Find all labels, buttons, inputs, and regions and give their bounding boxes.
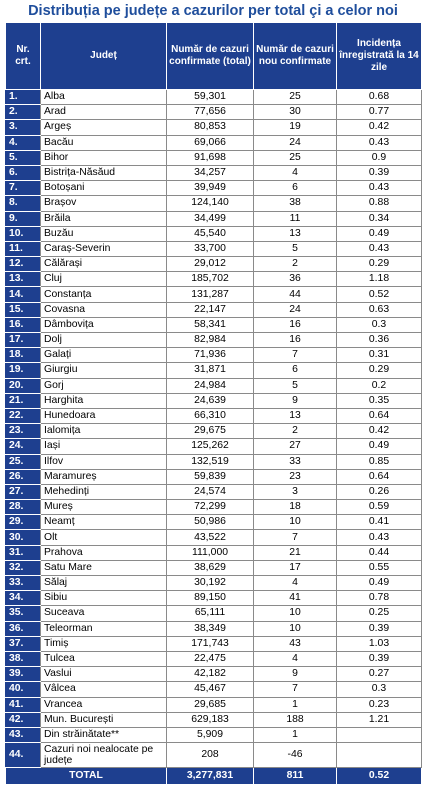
total-cases: 65,111 bbox=[167, 606, 254, 621]
table-row bbox=[6, 272, 422, 287]
header-judet: Județ bbox=[41, 23, 167, 90]
row-number: 12. bbox=[6, 257, 41, 272]
incidence-14-days bbox=[337, 727, 422, 742]
county-name: Brașov bbox=[41, 196, 167, 211]
new-cases: 16 bbox=[254, 333, 337, 348]
county-name: Alba bbox=[41, 90, 167, 105]
total-cases: 91,698 bbox=[167, 150, 254, 165]
table-row bbox=[6, 135, 422, 150]
total-cases: 59,839 bbox=[167, 469, 254, 484]
incidence-14-days: 0.42 bbox=[337, 120, 422, 135]
total-cases: 31,871 bbox=[167, 363, 254, 378]
total-cases: 111,000 bbox=[167, 545, 254, 560]
page-title: Distribuția pe județe a cazurilor per total çi a celor noi bbox=[28, 3, 398, 19]
incidence-14-days: 0.29 bbox=[337, 257, 422, 272]
row-number: 30. bbox=[6, 530, 41, 545]
incidence-14-days: 0.35 bbox=[337, 393, 422, 408]
row-number: 31. bbox=[6, 545, 41, 560]
new-cases: 6 bbox=[254, 181, 337, 196]
new-cases: -46 bbox=[254, 743, 337, 768]
total-cases: 629,183 bbox=[167, 712, 254, 727]
total-cases: 33,700 bbox=[167, 241, 254, 256]
incidence-14-days bbox=[337, 743, 422, 768]
total-cases: 131,287 bbox=[167, 287, 254, 302]
incidence-14-days: 0.26 bbox=[337, 484, 422, 499]
new-cases: 4 bbox=[254, 165, 337, 180]
new-cases: 7 bbox=[254, 682, 337, 697]
total-cases: 24,574 bbox=[167, 484, 254, 499]
total-cases: 125,262 bbox=[167, 439, 254, 454]
county-name: Covasna bbox=[41, 302, 167, 317]
row-number: 29. bbox=[6, 515, 41, 530]
county-name: Ilfov bbox=[41, 454, 167, 469]
incidence-14-days: 0.64 bbox=[337, 469, 422, 484]
county-name: Olt bbox=[41, 530, 167, 545]
incidence-14-days: 0.44 bbox=[337, 545, 422, 560]
row-number: 2. bbox=[6, 105, 41, 120]
row-number: 27. bbox=[6, 484, 41, 499]
new-cases: 13 bbox=[254, 226, 337, 241]
total-cases: 72,299 bbox=[167, 500, 254, 515]
row-number: 35. bbox=[6, 606, 41, 621]
table-row bbox=[6, 500, 422, 515]
table-row bbox=[6, 120, 422, 135]
table-row bbox=[6, 363, 422, 378]
new-cases: 30 bbox=[254, 105, 337, 120]
table-row bbox=[6, 105, 422, 120]
total-cases: 80,853 bbox=[167, 120, 254, 135]
total-cases: 124,140 bbox=[167, 196, 254, 211]
incidence-14-days: 0.34 bbox=[337, 211, 422, 226]
row-number: 24. bbox=[6, 439, 41, 454]
header-nr: Nr. crt. bbox=[6, 23, 41, 90]
incidence-14-days: 0.36 bbox=[337, 333, 422, 348]
new-cases: 9 bbox=[254, 667, 337, 682]
county-name: Satu Mare bbox=[41, 560, 167, 575]
incidence-14-days: 0.88 bbox=[337, 196, 422, 211]
county-name: Suceava bbox=[41, 606, 167, 621]
new-cases: 27 bbox=[254, 439, 337, 454]
row-number: 28. bbox=[6, 500, 41, 515]
total-cases: 29,012 bbox=[167, 257, 254, 272]
total-cases: 71,936 bbox=[167, 348, 254, 363]
row-number: 15. bbox=[6, 302, 41, 317]
new-cases: 33 bbox=[254, 454, 337, 469]
total-cases: 69,066 bbox=[167, 135, 254, 150]
new-cases: 10 bbox=[254, 515, 337, 530]
table-row bbox=[6, 165, 422, 180]
row-number: 1. bbox=[6, 90, 41, 105]
row-number: 39. bbox=[6, 667, 41, 682]
county-name: Botoșani bbox=[41, 181, 167, 196]
table-row bbox=[6, 90, 422, 105]
total-cases: 50,986 bbox=[167, 515, 254, 530]
total-cases: 34,257 bbox=[167, 165, 254, 180]
incidence-14-days: 0.55 bbox=[337, 560, 422, 575]
row-number: 20. bbox=[6, 378, 41, 393]
header-noi: Număr de cazuri nou confirmate bbox=[254, 23, 337, 90]
row-number: 16. bbox=[6, 317, 41, 332]
table-row bbox=[6, 530, 422, 545]
row-number: 32. bbox=[6, 560, 41, 575]
county-name: Cluj bbox=[41, 272, 167, 287]
row-number: 7. bbox=[6, 181, 41, 196]
row-number: 40. bbox=[6, 682, 41, 697]
incidence-14-days: 0.42 bbox=[337, 424, 422, 439]
table-row bbox=[6, 454, 422, 469]
total-cases: 43,522 bbox=[167, 530, 254, 545]
county-name: Iași bbox=[41, 439, 167, 454]
row-number: 37. bbox=[6, 636, 41, 651]
incidence-14-days: 0.39 bbox=[337, 165, 422, 180]
row-number: 13. bbox=[6, 272, 41, 287]
table-row bbox=[6, 560, 422, 575]
new-cases: 7 bbox=[254, 348, 337, 363]
new-cases: 18 bbox=[254, 500, 337, 515]
total-cases: 34,499 bbox=[167, 211, 254, 226]
incidence-14-days: 0.23 bbox=[337, 697, 422, 712]
incidence-14-days: 0.64 bbox=[337, 408, 422, 423]
incidence-14-days: 0.31 bbox=[337, 348, 422, 363]
row-number: 42. bbox=[6, 712, 41, 727]
row-number: 3. bbox=[6, 120, 41, 135]
new-cases: 11 bbox=[254, 211, 337, 226]
row-number: 22. bbox=[6, 408, 41, 423]
county-name: Bistrița-Năsăud bbox=[41, 165, 167, 180]
county-name: Brăila bbox=[41, 211, 167, 226]
row-number: 38. bbox=[6, 651, 41, 666]
incidence-14-days: 1.18 bbox=[337, 272, 422, 287]
incidence-14-days: 0.27 bbox=[337, 667, 422, 682]
table-row bbox=[6, 667, 422, 682]
row-number: 4. bbox=[6, 135, 41, 150]
county-name: Constanța bbox=[41, 287, 167, 302]
total-cases: 185,702 bbox=[167, 272, 254, 287]
table-row bbox=[6, 424, 422, 439]
total-cases: 208 bbox=[167, 743, 254, 768]
county-name: Ialomița bbox=[41, 424, 167, 439]
table-row bbox=[6, 636, 422, 651]
table-row bbox=[6, 591, 422, 606]
row-number: 11. bbox=[6, 241, 41, 256]
county-name: Harghita bbox=[41, 393, 167, 408]
county-name: Tulcea bbox=[41, 651, 167, 666]
total-cases: 5,909 bbox=[167, 727, 254, 742]
incidence-14-days: 0.68 bbox=[337, 90, 422, 105]
total-cases: 66,310 bbox=[167, 408, 254, 423]
table-row bbox=[6, 241, 422, 256]
county-name: Sălaj bbox=[41, 576, 167, 591]
new-cases: 188 bbox=[254, 712, 337, 727]
county-name: Vâlcea bbox=[41, 682, 167, 697]
row-number: 8. bbox=[6, 196, 41, 211]
cases-table bbox=[5, 22, 422, 785]
incidence-14-days: 0.3 bbox=[337, 682, 422, 697]
total-cases: 29,675 bbox=[167, 424, 254, 439]
incidence-14-days: 0.63 bbox=[337, 302, 422, 317]
row-number: 33. bbox=[6, 576, 41, 591]
row-number: 43. bbox=[6, 727, 41, 742]
table-row bbox=[6, 408, 422, 423]
new-cases: 2 bbox=[254, 424, 337, 439]
incidence-14-days: 0.43 bbox=[337, 135, 422, 150]
incidence-14-days: 0.52 bbox=[337, 287, 422, 302]
table-row bbox=[6, 333, 422, 348]
county-name: Călărași bbox=[41, 257, 167, 272]
new-cases: 44 bbox=[254, 287, 337, 302]
county-name: Teleorman bbox=[41, 621, 167, 636]
new-cases: 1 bbox=[254, 727, 337, 742]
table-row bbox=[6, 226, 422, 241]
new-cases: 10 bbox=[254, 621, 337, 636]
new-cases: 5 bbox=[254, 378, 337, 393]
incidence-14-days: 0.85 bbox=[337, 454, 422, 469]
table-row bbox=[6, 287, 422, 302]
county-name: Bihor bbox=[41, 150, 167, 165]
total-cases: 42,182 bbox=[167, 667, 254, 682]
total-cases: 82,984 bbox=[167, 333, 254, 348]
total-cases: 3,277,831 bbox=[167, 768, 254, 785]
county-name: Gorj bbox=[41, 378, 167, 393]
row-number: 41. bbox=[6, 697, 41, 712]
county-name: Neamț bbox=[41, 515, 167, 530]
new-cases: 1 bbox=[254, 697, 337, 712]
incidence-14-days: 0.49 bbox=[337, 226, 422, 241]
new-cases: 38 bbox=[254, 196, 337, 211]
county-name: Sibiu bbox=[41, 591, 167, 606]
total-cases: 38,629 bbox=[167, 560, 254, 575]
total-cases: 77,656 bbox=[167, 105, 254, 120]
incidence-14-days: 0.9 bbox=[337, 150, 422, 165]
table-row bbox=[6, 378, 422, 393]
row-number: 21. bbox=[6, 393, 41, 408]
county-name: Mun. București bbox=[41, 712, 167, 727]
row-number: 17. bbox=[6, 333, 41, 348]
total-cases: 24,639 bbox=[167, 393, 254, 408]
incidence-14-days: 0.41 bbox=[337, 515, 422, 530]
new-cases: 24 bbox=[254, 135, 337, 150]
row-number: 19. bbox=[6, 363, 41, 378]
table-row bbox=[6, 727, 422, 742]
total-cases: 24,984 bbox=[167, 378, 254, 393]
county-name: Dolj bbox=[41, 333, 167, 348]
incidence-14-days: 1.21 bbox=[337, 712, 422, 727]
incidence-14-days: 0.39 bbox=[337, 621, 422, 636]
new-cases: 19 bbox=[254, 120, 337, 135]
new-cases: 3 bbox=[254, 484, 337, 499]
table-row bbox=[6, 317, 422, 332]
new-cases: 13 bbox=[254, 408, 337, 423]
table-row bbox=[6, 651, 422, 666]
new-cases: 4 bbox=[254, 651, 337, 666]
row-number: 5. bbox=[6, 150, 41, 165]
new-cases: 4 bbox=[254, 576, 337, 591]
incidence-14-days: 0.43 bbox=[337, 181, 422, 196]
incidence-14-days: 0.43 bbox=[337, 241, 422, 256]
total-cases: 171,743 bbox=[167, 636, 254, 651]
county-name: Din străinătate** bbox=[41, 727, 167, 742]
county-name: Galați bbox=[41, 348, 167, 363]
total-cases: 30,192 bbox=[167, 576, 254, 591]
total-new-cases: 811 bbox=[254, 768, 337, 785]
new-cases: 17 bbox=[254, 560, 337, 575]
row-number: 23. bbox=[6, 424, 41, 439]
total-label: TOTAL bbox=[6, 768, 167, 785]
new-cases: 41 bbox=[254, 591, 337, 606]
county-name: Dâmbovița bbox=[41, 317, 167, 332]
total-cases: 45,540 bbox=[167, 226, 254, 241]
incidence-14-days: 0.3 bbox=[337, 317, 422, 332]
new-cases: 6 bbox=[254, 363, 337, 378]
new-cases: 43 bbox=[254, 636, 337, 651]
row-number: 14. bbox=[6, 287, 41, 302]
new-cases: 25 bbox=[254, 90, 337, 105]
row-number: 36. bbox=[6, 621, 41, 636]
table-row bbox=[6, 743, 422, 768]
county-name: Bacău bbox=[41, 135, 167, 150]
table-row bbox=[6, 545, 422, 560]
table-header-row bbox=[6, 23, 422, 90]
row-number: 18. bbox=[6, 348, 41, 363]
table-row bbox=[6, 621, 422, 636]
table-row bbox=[6, 393, 422, 408]
table-row bbox=[6, 484, 422, 499]
total-cases: 22,475 bbox=[167, 651, 254, 666]
total-row bbox=[6, 768, 422, 785]
incidence-14-days: 0.78 bbox=[337, 591, 422, 606]
table-row bbox=[6, 439, 422, 454]
table-row bbox=[6, 211, 422, 226]
table-row bbox=[6, 302, 422, 317]
table-row bbox=[6, 348, 422, 363]
new-cases: 7 bbox=[254, 530, 337, 545]
incidence-14-days: 0.25 bbox=[337, 606, 422, 621]
table-row bbox=[6, 150, 422, 165]
total-cases: 59,301 bbox=[167, 90, 254, 105]
county-name: Mehedinți bbox=[41, 484, 167, 499]
row-number: 26. bbox=[6, 469, 41, 484]
new-cases: 2 bbox=[254, 257, 337, 272]
table-row bbox=[6, 697, 422, 712]
county-name: Timiș bbox=[41, 636, 167, 651]
incidence-14-days: 0.77 bbox=[337, 105, 422, 120]
new-cases: 10 bbox=[254, 606, 337, 621]
incidence-14-days: 0.49 bbox=[337, 439, 422, 454]
total-cases: 132,519 bbox=[167, 454, 254, 469]
row-number: 6. bbox=[6, 165, 41, 180]
table-row bbox=[6, 576, 422, 591]
county-name: Buzău bbox=[41, 226, 167, 241]
total-cases: 22,147 bbox=[167, 302, 254, 317]
county-name: Vrancea bbox=[41, 697, 167, 712]
table-row bbox=[6, 181, 422, 196]
total-cases: 58,341 bbox=[167, 317, 254, 332]
incidence-14-days: 0.2 bbox=[337, 378, 422, 393]
county-name: Giurgiu bbox=[41, 363, 167, 378]
county-name: Vaslui bbox=[41, 667, 167, 682]
total-incidence: 0.52 bbox=[337, 768, 422, 785]
new-cases: 25 bbox=[254, 150, 337, 165]
row-number: 25. bbox=[6, 454, 41, 469]
new-cases: 36 bbox=[254, 272, 337, 287]
total-cases: 39,949 bbox=[167, 181, 254, 196]
table-row bbox=[6, 712, 422, 727]
incidence-14-days: 0.43 bbox=[337, 530, 422, 545]
table-row bbox=[6, 469, 422, 484]
header-incidenta: Incidența înregistrată la 14 zile bbox=[337, 23, 422, 90]
new-cases: 21 bbox=[254, 545, 337, 560]
county-name: Prahova bbox=[41, 545, 167, 560]
county-name: Cazuri noi nealocate pe județe bbox=[41, 743, 167, 768]
incidence-14-days: 1.03 bbox=[337, 636, 422, 651]
county-name: Argeș bbox=[41, 120, 167, 135]
new-cases: 5 bbox=[254, 241, 337, 256]
row-number: 9. bbox=[6, 211, 41, 226]
row-number: 34. bbox=[6, 591, 41, 606]
county-name: Maramureș bbox=[41, 469, 167, 484]
county-name: Arad bbox=[41, 105, 167, 120]
table-row bbox=[6, 682, 422, 697]
total-cases: 29,685 bbox=[167, 697, 254, 712]
row-number: 44. bbox=[6, 743, 41, 768]
table-row bbox=[6, 606, 422, 621]
incidence-14-days: 0.29 bbox=[337, 363, 422, 378]
table-body bbox=[6, 90, 422, 768]
header-total: Număr de cazuri confirmate (total) bbox=[167, 23, 254, 90]
county-name: Hunedoara bbox=[41, 408, 167, 423]
new-cases: 9 bbox=[254, 393, 337, 408]
table-row bbox=[6, 515, 422, 530]
new-cases: 24 bbox=[254, 302, 337, 317]
new-cases: 16 bbox=[254, 317, 337, 332]
new-cases: 23 bbox=[254, 469, 337, 484]
incidence-14-days: 0.39 bbox=[337, 651, 422, 666]
table-row bbox=[6, 257, 422, 272]
total-cases: 38,349 bbox=[167, 621, 254, 636]
incidence-14-days: 0.49 bbox=[337, 576, 422, 591]
table-row bbox=[6, 196, 422, 211]
county-name: Mureș bbox=[41, 500, 167, 515]
county-name: Caraș-Severin bbox=[41, 241, 167, 256]
row-number: 10. bbox=[6, 226, 41, 241]
total-cases: 45,467 bbox=[167, 682, 254, 697]
incidence-14-days: 0.59 bbox=[337, 500, 422, 515]
total-cases: 89,150 bbox=[167, 591, 254, 606]
